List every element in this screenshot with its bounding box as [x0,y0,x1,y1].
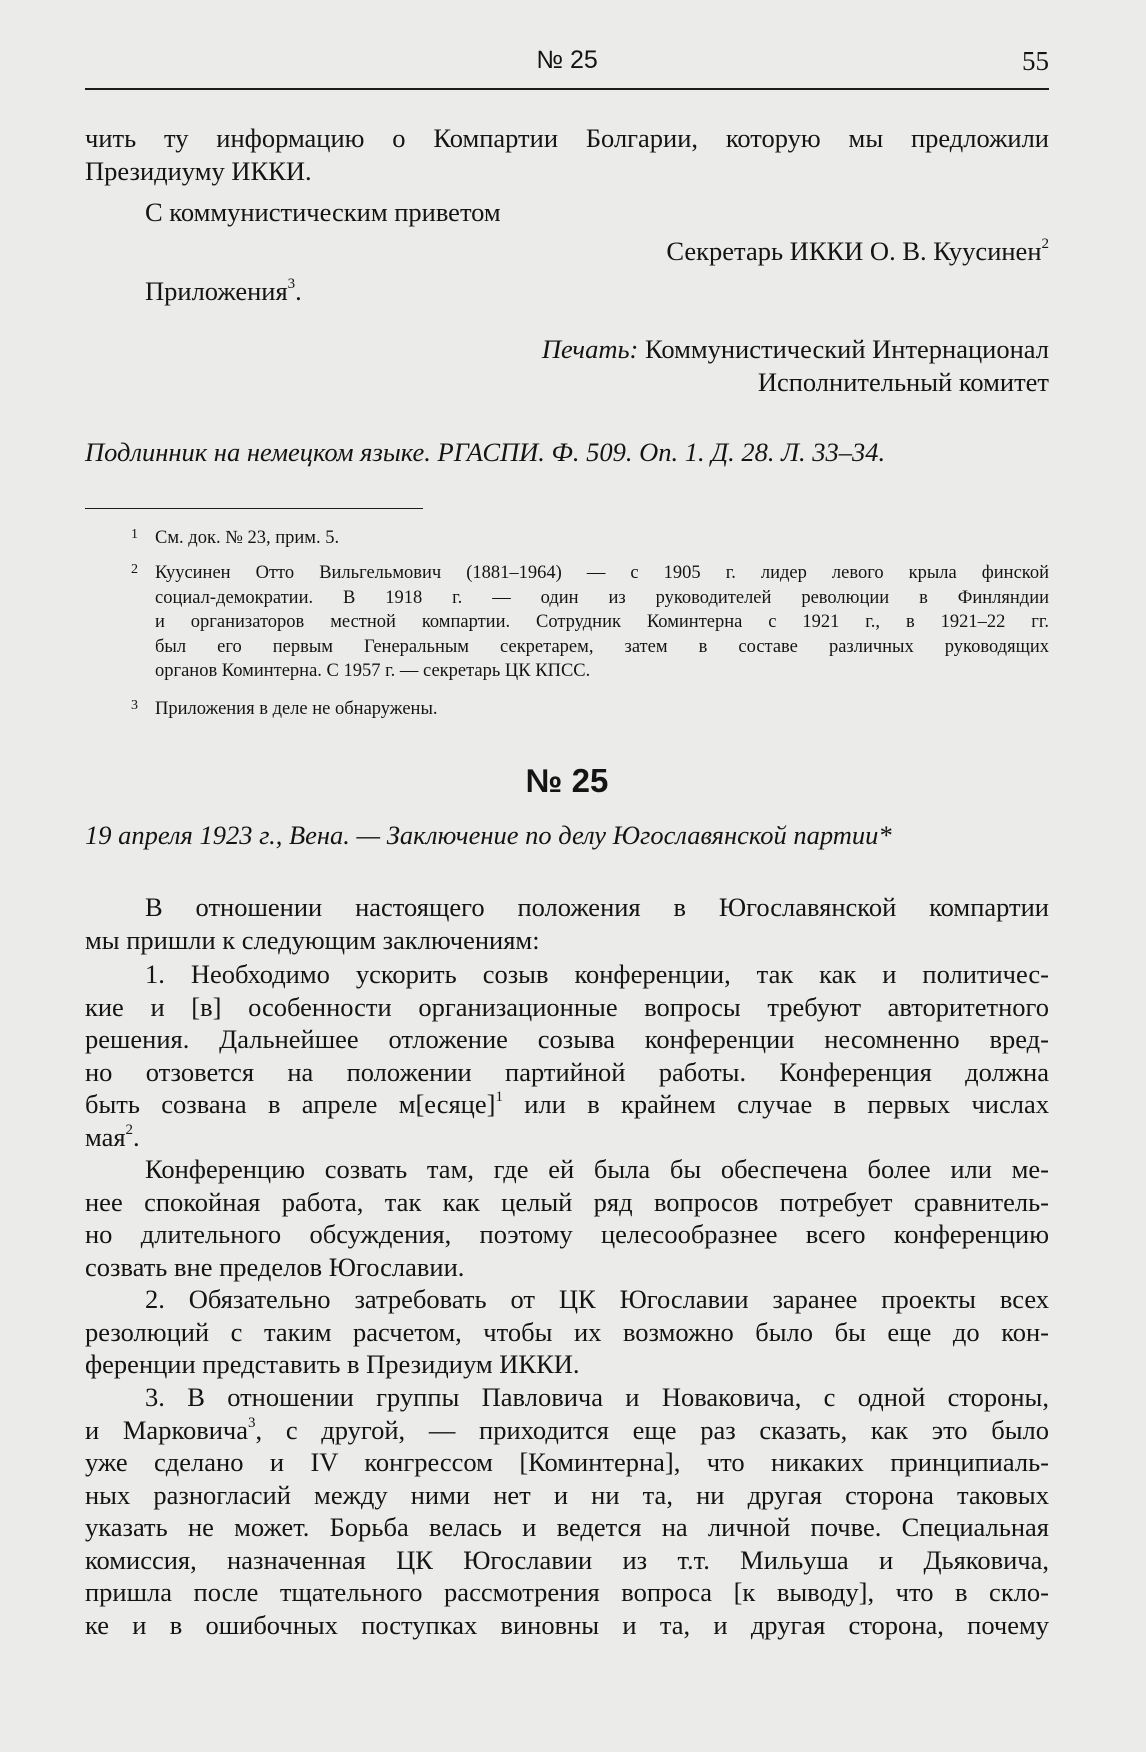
footnote-3 [131,697,1049,722]
paragraph-point-3 [85,1381,1049,1641]
text-fragment: . [133,1121,140,1152]
footnote-number: 2 [131,562,138,577]
text-fragment: или в крайнем случае в первых числах [502,1089,1049,1119]
attachments-end: . [295,276,302,306]
text-line: Конференцию созвать там, где ей была бы обеспечена более или ме- [145,1154,1049,1184]
text-line: ных разногласий между ними нет и ни та, ни другая сторона таковых [85,1479,1049,1510]
stamp-line-2: Исполнительный комитет [757,367,1049,397]
footnote-number: 1 [131,527,138,542]
paragraph-point-1 [85,958,1049,1153]
footnote-2 [131,561,1049,684]
text-line [85,1121,1049,1154]
letter-opening-end: Президиуму ИККИ. [85,156,312,186]
text-line: 2. Обязательно затребовать от ЦК Югославии заранее проекты всех [145,1284,1049,1314]
letter-greeting: С коммунистическим приветом [145,197,501,227]
footnote-ref-3: 3 [287,276,296,293]
stamp-line [85,333,1049,366]
document-number: № 25 [525,762,609,799]
text-fragment: быть созвана в апреле м[есяце] [85,1089,496,1119]
text-line [85,1414,1049,1447]
text-line: мы пришли к следующим заключениям: [85,924,540,955]
stamp-text: Коммунистический Интернационал [644,334,1049,364]
footnote-1 [131,526,1049,551]
footnote-line: См. док. № 23, прим. 5. [155,528,340,548]
attachments-text: Приложения [145,276,288,306]
paragraph-conference [85,1153,1049,1283]
text-line: комиссия, назначенная ЦК Югославии из т.т. Мильуша и Дьяковича, [85,1544,1049,1575]
footnote-line: Куусинен Отто Вильгельмович (1881–1964) — с 1905 г. лидер левого крыла финской [155,563,1049,583]
document-heading: 19 апреля 1923 г., Вена. — Заключение по делу Югославянской партии* [85,820,892,850]
header-page-number: 55 [1022,46,1049,76]
stamp-label: Печать: [541,334,639,364]
letter-signature [85,235,1049,268]
footnote-ref-3: 3 [248,1414,256,1431]
text-line: уже сделано и IV конгрессом [Коминтерна], что никаких принципиаль- [85,1447,1049,1477]
archival-source: Подлинник на немецком языке. РГАСПИ. Ф. 509. Оп. 1. Д. 28. Л. 33–34. [85,437,886,467]
footnote-number: 3 [131,698,138,713]
footnote-line: и организаторов местной компартии. Сотрудник Коминтерна с 1921 г., в 1921–22 гг. [155,612,1049,632]
text-line: но отзовется на положении партийной работы. Конференция должна [85,1056,1049,1087]
paragraph-intro [85,891,1049,956]
text-line [85,1088,1049,1121]
text-line: решения. Дальнейшее отложение созыва конференции несомненно вред- [85,1024,1049,1054]
text-line: 1. Необходимо ускорить созыв конференции, так как и политичес- [145,959,1049,989]
text-line: В отношении настоящего положения в Югославянской компартии [145,892,1049,922]
text-line: ференции представить в Президиум ИККИ. [85,1349,580,1379]
text-line: резолюций с таким расчетом, чтобы их возможно было бы еще до кон- [85,1316,1049,1347]
footnote-line: Приложения в деле не обнаружены. [155,699,438,719]
letter-attachments [85,275,1049,308]
footnote-ref-2: 2 [125,1121,134,1138]
text-line: указать не может. Борьба велась и ведется на личной почве. Специальная [85,1512,1049,1542]
text-fragment: и Марковича [85,1414,249,1445]
footnote-line: органов Коминтерна. С 1957 г. — секретарь ЦК КПСС. [155,661,591,681]
paragraph-point-2 [85,1283,1049,1381]
text-line: 3. В отношении группы Павловича и Новаковича, с одной стороны, [145,1382,1049,1412]
footnote-divider [85,508,423,509]
text-fragment: , с другой, — приходится еще раз сказать, как это было [255,1414,1049,1445]
letter-opening-line: чить ту информацию о Компартии Болгарии, которую мы предложили [85,123,1049,153]
text-line: ке и в ошибочных поступках виновны и та, и другая сторона, почему [85,1609,1049,1640]
text-line: кие и [в] особенности организационные вопросы требуют авторитетного [85,991,1049,1022]
running-header [85,38,1049,90]
text-line: созвать вне пределов Югославии. [85,1251,465,1282]
footnote-ref-2: 2 [1041,236,1049,253]
text-line: но длительного обсуждения, поэтому целесообразнее всего конференцию [85,1219,1049,1249]
signature-text: Секретарь ИККИ О. В. Куусинен [666,236,1042,266]
footnote-line: был его первым Генеральным секретарем, затем в составе различных руководящих [155,636,1049,657]
footnote-line: социал-демократии. В 1918 г. — один из руководителей революции в Финляндии [155,587,1049,608]
header-document-number: № 25 [536,46,598,74]
text-line: нее спокойная работа, так как целый ряд вопросов потребует сравнитель- [85,1186,1049,1217]
text-fragment: мая [85,1121,126,1152]
footnote-ref-1: 1 [495,1089,503,1106]
text-line: пришла после тщательного рассмотрения вопроса [к выводу], что в скло- [85,1577,1049,1607]
